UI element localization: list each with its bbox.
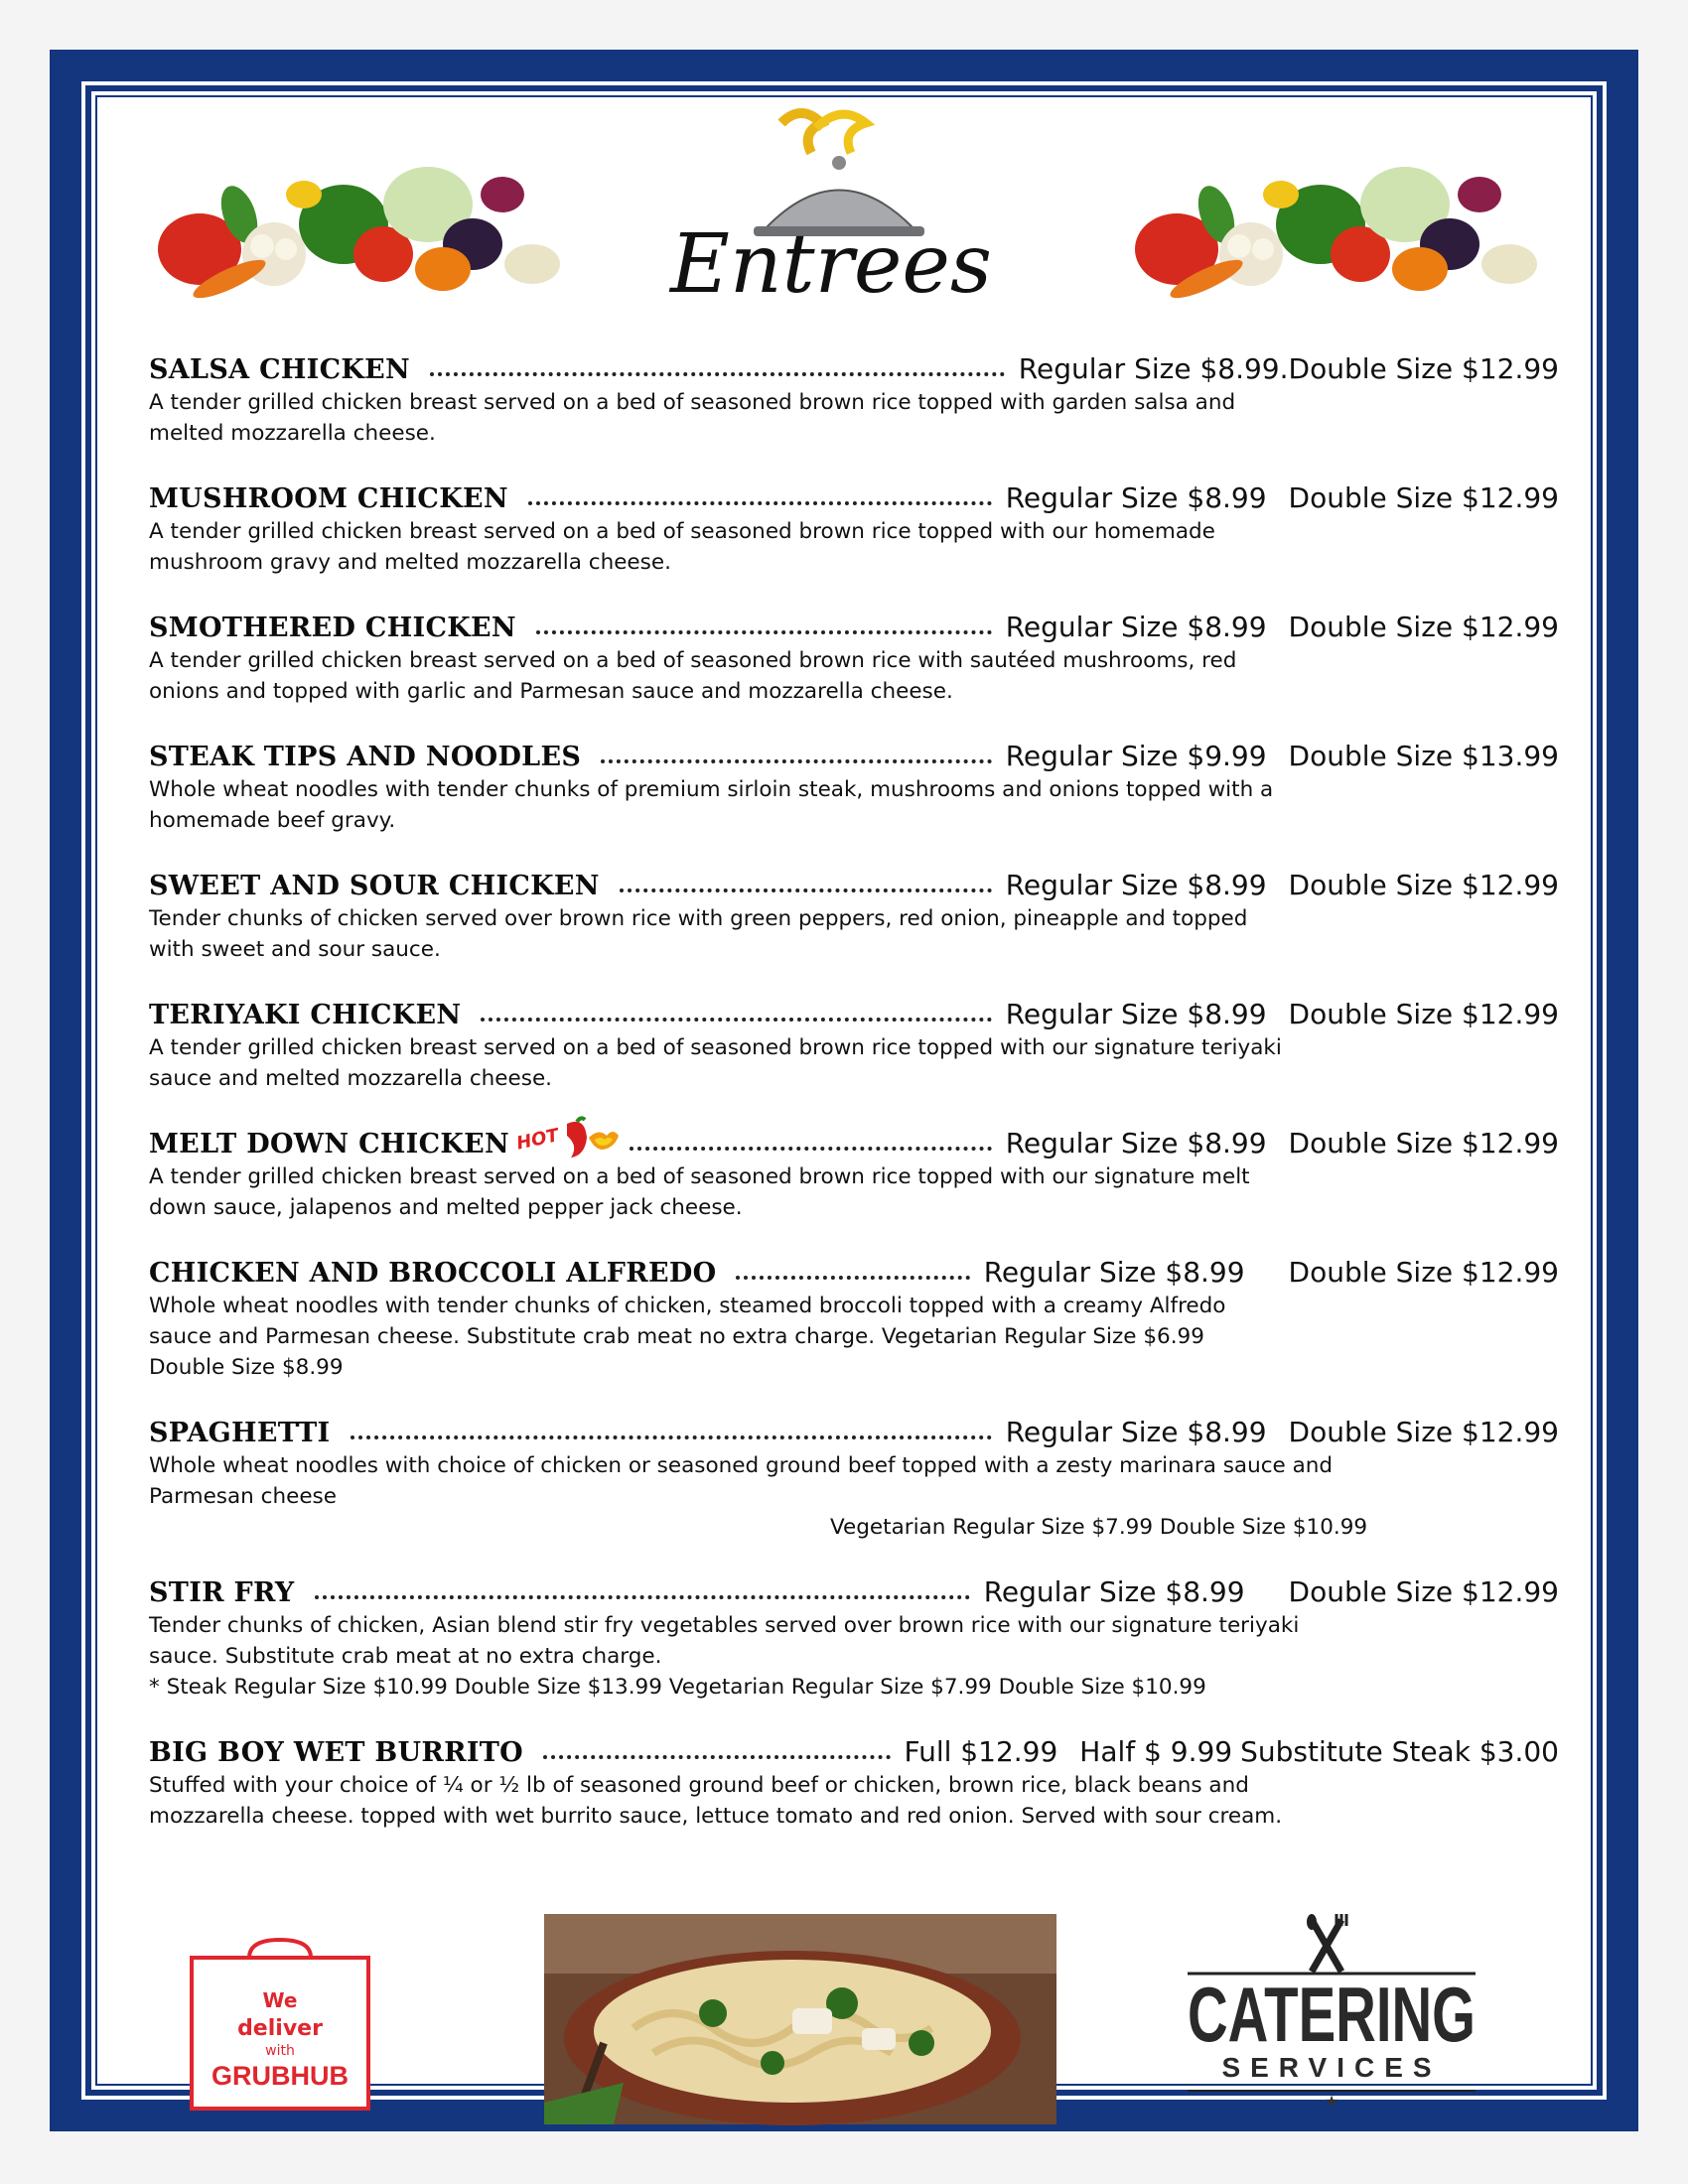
item-name: CHICKEN AND BROCCOLI ALFREDO xyxy=(149,1258,717,1289)
menu-item-spaghetti xyxy=(149,1409,1559,1543)
double-price: Double Size $12.99 xyxy=(1288,869,1559,901)
item-prices xyxy=(1006,611,1559,643)
menu-item-mushroom-chicken xyxy=(149,475,1559,578)
double-price: Double Size $12.99 xyxy=(1288,1127,1559,1160)
regular-price: Regular Size $8.99 xyxy=(1005,1416,1267,1448)
menu-item-melt-down-chicken xyxy=(149,1120,1559,1223)
double-price: Double Size $12.99 xyxy=(1288,481,1559,514)
substitute-price: Substitute Steak $3.00 xyxy=(1240,1735,1559,1768)
menu-header xyxy=(85,85,1603,334)
double-price: Double Size $12.99 xyxy=(1288,611,1559,643)
regular-price: Regular Size $8.99 xyxy=(983,1575,1245,1608)
dot-leader xyxy=(620,888,992,892)
regular-price: Regular Size $9.99 xyxy=(1005,740,1267,772)
regular-price: Regular Size $8.99 xyxy=(1005,481,1267,514)
dot-leader xyxy=(481,1018,991,1022)
item-prices xyxy=(1006,998,1559,1030)
item-prices xyxy=(1006,481,1559,514)
menu-item-stir-fry xyxy=(149,1569,1559,1703)
double-price: Double Size $12.99 xyxy=(1288,1416,1559,1448)
item-prices xyxy=(1019,352,1559,385)
item-prices xyxy=(984,1575,1559,1608)
item-description: A tender grilled chicken breast served on a bed of seasoned brown rice topped with our signature melt down sauce, jalapenos and melted pepper jack cheese. xyxy=(149,1164,1250,1220)
dot-leader xyxy=(736,1276,969,1280)
item-name: STEAK TIPS AND NOODLES xyxy=(149,742,582,772)
menu-item-sweet-and-sour-chicken xyxy=(149,862,1559,965)
catering-services-logo xyxy=(1168,1912,1485,2111)
menu-item-chicken-broccoli-alfredo xyxy=(149,1249,1559,1383)
hot-pepper-icon xyxy=(515,1114,630,1160)
double-price: Double Size $12.99 xyxy=(1288,352,1559,385)
item-name: BIG BOY WET BURRITO xyxy=(149,1737,524,1768)
item-prices xyxy=(1006,740,1559,772)
menu-item-big-boy-wet-burrito xyxy=(149,1728,1559,1832)
alfredo-photo xyxy=(544,1914,1056,2124)
double-price: Double Size $13.99 xyxy=(1288,740,1559,772)
double-price: Double Size $12.99 xyxy=(1288,1256,1559,1289)
dot-leader xyxy=(630,1147,992,1151)
vegetables-image-left xyxy=(145,155,562,294)
item-description: Tender chunks of chicken, Asian blend stir fry vegetables served over brown rice with our signature teriyaki sauce. Substitute crab meat at no extra charge. * Steak Regular Size $10.99 Double Size $13.99 Vegetarian Regular Size $7.99 Double Size $10.99 xyxy=(149,1613,1300,1700)
entree-list xyxy=(149,345,1559,1857)
item-description: Whole wheat noodles with tender chunks of chicken, steamed broccoli topped with a creamy Alfredo sauce and Parmesan cheese. Substitute crab meat no extra charge. Vegetarian Regular Size $6.99 Double Size $8.99 xyxy=(149,1294,1226,1380)
item-description: Whole wheat noodles with tender chunks of premium sirloin steak, mushrooms and onions topped with a homemade beef gravy. xyxy=(149,777,1274,833)
dot-leader xyxy=(536,630,992,634)
item-prices xyxy=(1006,1127,1559,1160)
dot-leader xyxy=(601,759,992,763)
double-price: Double Size $12.99 xyxy=(1288,998,1559,1030)
item-name: SPAGHETTI xyxy=(149,1418,331,1448)
item-name: SWEET AND SOUR CHICKEN xyxy=(149,871,600,901)
vegetables-image-right xyxy=(1122,155,1539,294)
menu-item-teriyaki-chicken xyxy=(149,991,1559,1094)
item-prices xyxy=(1006,869,1559,901)
full-price: Full $12.99 xyxy=(904,1735,1058,1768)
services-word: SERVICES xyxy=(1221,2052,1442,2083)
menu-item-steak-tips xyxy=(149,733,1559,836)
menu-page xyxy=(85,85,1603,2111)
entrees-title: Entrees xyxy=(670,217,992,312)
grubhub-line-with: with xyxy=(265,2043,295,2059)
item-name: MELT DOWN CHICKEN xyxy=(149,1129,510,1160)
grubhub-line-deliver: deliver xyxy=(237,2016,323,2041)
regular-price: Regular Size $8.99 xyxy=(983,1256,1245,1289)
item-name: MUSHROOM CHICKEN xyxy=(149,483,508,514)
regular-price: Regular Size $8.99 xyxy=(1005,869,1267,901)
dot-leader xyxy=(351,1435,992,1439)
hot-label: HOT xyxy=(514,1125,561,1155)
half-price: Half $ 9.99 xyxy=(1079,1735,1233,1768)
star-icon: ★ xyxy=(1324,2092,1339,2111)
item-name: STIR FRY xyxy=(149,1577,295,1608)
item-description: Tender chunks of chicken served over brown rice with green peppers, red onion, pineapple and topped with sweet and sour sauce. xyxy=(149,906,1248,962)
catering-word: CATERING xyxy=(1188,1971,1476,2058)
dot-leader xyxy=(315,1595,970,1599)
regular-price: Regular Size $8.99 xyxy=(1005,1127,1267,1160)
regular-price: Regular Size $8.99 xyxy=(1005,998,1267,1030)
item-description: A tender grilled chicken breast served on a bed of seasoned brown rice topped with our homemade mushroom gravy and melted mozzarella cheese. xyxy=(149,519,1215,575)
regular-price: Regular Size $8.99 xyxy=(1005,611,1267,643)
item-description: A tender grilled chicken breast served on a bed of seasoned brown rice topped with garden salsa and melted mozzarella cheese. xyxy=(149,390,1236,446)
item-name: TERIYAKI CHICKEN xyxy=(149,1000,462,1030)
regular-price: Regular Size $8.99. xyxy=(1018,352,1289,385)
item-description: Whole wheat noodles with choice of chicken or seasoned ground beef topped with a zesty marinara sauce and Parmesan cheese xyxy=(149,1453,1334,1509)
grubhub-badge xyxy=(188,1936,372,2111)
item-name: SMOTHERED CHICKEN xyxy=(149,613,516,643)
menu-item-smothered-chicken xyxy=(149,604,1559,707)
item-description: A tender grilled chicken breast served on a bed of seasoned brown rice with sautéed mushrooms, red onions and topped with garlic and Parmesan sauce and mozzarella cheese. xyxy=(149,648,1237,704)
item-prices xyxy=(905,1735,1559,1768)
grubhub-line-we: We xyxy=(262,1988,298,2012)
dot-leader xyxy=(430,372,1005,376)
item-prices xyxy=(1006,1416,1559,1448)
entrees-logo xyxy=(642,103,1020,317)
menu-border xyxy=(50,50,1638,2131)
dot-leader xyxy=(528,501,992,505)
menu-footer xyxy=(85,1912,1603,2111)
item-prices xyxy=(984,1256,1559,1289)
menu-item-salsa-chicken xyxy=(149,345,1559,449)
item-name: SALSA CHICKEN xyxy=(149,354,411,385)
double-price: Double Size $12.99 xyxy=(1288,1575,1559,1608)
grubhub-line-name: GRUBHUB xyxy=(211,2061,349,2091)
vegetarian-option: Vegetarian Regular Size $7.99 Double Size $10.99 xyxy=(830,1515,1368,1540)
item-description: A tender grilled chicken breast served on a bed of seasoned brown rice topped with our signature teriyaki sauce and melted mozzarella cheese. xyxy=(149,1035,1282,1091)
item-description: Stuffed with your choice of ¼ or ½ lb of seasoned ground beef or chicken, brown rice, black beans and mozzarella cheese. topped with wet burrito sauce, lettuce tomato and red onion. Served with sour cream. xyxy=(149,1773,1283,1829)
dot-leader xyxy=(543,1755,891,1759)
